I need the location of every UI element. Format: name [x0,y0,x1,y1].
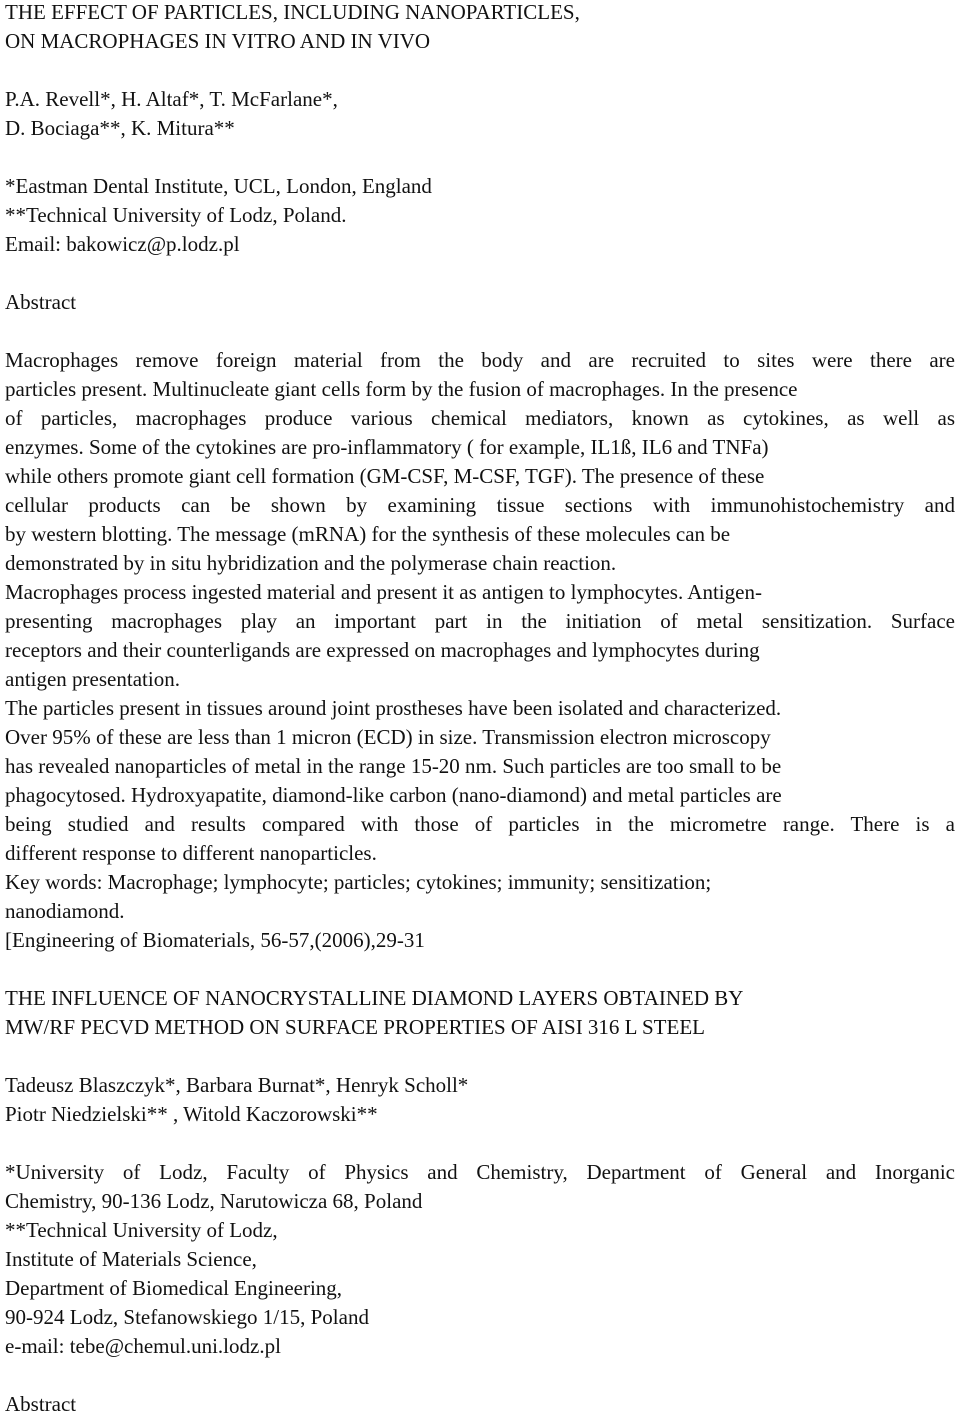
affiliation-line: *Eastman Dental Institute, UCL, London, England [5,174,432,198]
author-line: Tadeusz Blaszczyk*, Barbara Burnat*, Henryk Scholl* [5,1073,469,1097]
abstract-line: antigen presentation. [5,667,180,691]
affiliation-line: *University of Lodz, Faculty of Physics and Chemistry, Department of General and Inorganic [5,1160,955,1184]
keywords-line: nanodiamond. [5,899,125,923]
affiliation-line: Chemistry, 90-136 Lodz, Narutowicza 68, Poland [5,1189,423,1213]
abstract-line: presenting macrophages play an important part in the initiation of metal sensitization. Surface [5,609,955,633]
abstract-heading: Abstract [5,1392,77,1416]
affiliation-line: Department of Biomedical Engineering, [5,1276,343,1300]
affiliation-line: **Technical University of Lodz, [5,1218,278,1242]
email-line: Email: bakowicz@p.lodz.pl [5,232,240,256]
article-title-line: THE EFFECT OF PARTICLES, INCLUDING NANOPARTICLES, [5,0,580,24]
abstract-heading: Abstract [5,290,77,314]
abstract-line: The particles present in tissues around joint prostheses have been isolated and characterized. [5,696,782,720]
abstract-line: Macrophages remove foreign material from the body and are recruited to sites were there are [5,348,955,372]
abstract-line: while others promote giant cell formation (GM-CSF, M-CSF, TGF). The presence of these [5,464,765,488]
article-title-line: THE INFLUENCE OF NANOCRYSTALLINE DIAMOND LAYERS OBTAINED BY [5,986,744,1010]
affiliation-line: **Technical University of Lodz, Poland. [5,203,347,227]
abstract-line: receptors and their counterligands are expressed on macrophages and lymphocytes during [5,638,760,662]
article-title-line: MW/RF PECVD METHOD ON SURFACE PROPERTIES OF AISI 316 L STEEL [5,1015,705,1039]
citation-line: [Engineering of Biomaterials, 56-57,(2006),29-31 [5,928,425,952]
affiliation-line: 90-924 Lodz, Stefanowskiego 1/15, Poland [5,1305,369,1329]
abstract-line: particles present. Multinucleate giant cells form by the fusion of macrophages. In the presence [5,377,798,401]
article-title-line: ON MACROPHAGES IN VITRO AND IN VIVO [5,29,431,53]
affiliation-line: Institute of Materials Science, [5,1247,257,1271]
abstract-line: demonstrated by in situ hybridization and the polymerase chain reaction. [5,551,617,575]
email-line: e-mail: tebe@chemul.uni.lodz.pl [5,1334,281,1358]
abstract-line: Over 95% of these are less than 1 micron (ECD) in size. Transmission electron microscopy [5,725,771,749]
abstract-line: being studied and results compared with those of particles in the micrometre range. There is a [5,812,955,836]
abstract-line: enzymes. Some of the cytokines are pro-inflammatory ( for example, IL1ß, IL6 and TNFa) [5,435,769,459]
author-line: Piotr Niedzielski** , Witold Kaczorowski** [5,1102,378,1126]
abstract-line: of particles, macrophages produce various chemical mediators, known as cytokines, as well as [5,406,955,430]
abstract-line: phagocytosed. Hydroxyapatite, diamond-like carbon (nano-diamond) and metal particles are [5,783,782,807]
keywords-line: Key words: Macrophage; lymphocyte; particles; cytokines; immunity; sensitization; [5,870,712,894]
abstract-line: Macrophages process ingested material and present it as antigen to lymphocytes. Antigen- [5,580,762,604]
abstract-line: cellular products can be shown by examining tissue sections with immunohistochemistry and [5,493,955,517]
author-line: P.A. Revell*, H. Altaf*, T. McFarlane*, [5,87,338,111]
author-line: D. Bociaga**, K. Mitura** [5,116,235,140]
abstract-line: different response to different nanoparticles. [5,841,377,865]
abstract-line: has revealed nanoparticles of metal in the range 15-20 nm. Such particles are too small to be [5,754,782,778]
abstract-line: by western blotting. The message (mRNA) for the synthesis of these molecules can be [5,522,731,546]
